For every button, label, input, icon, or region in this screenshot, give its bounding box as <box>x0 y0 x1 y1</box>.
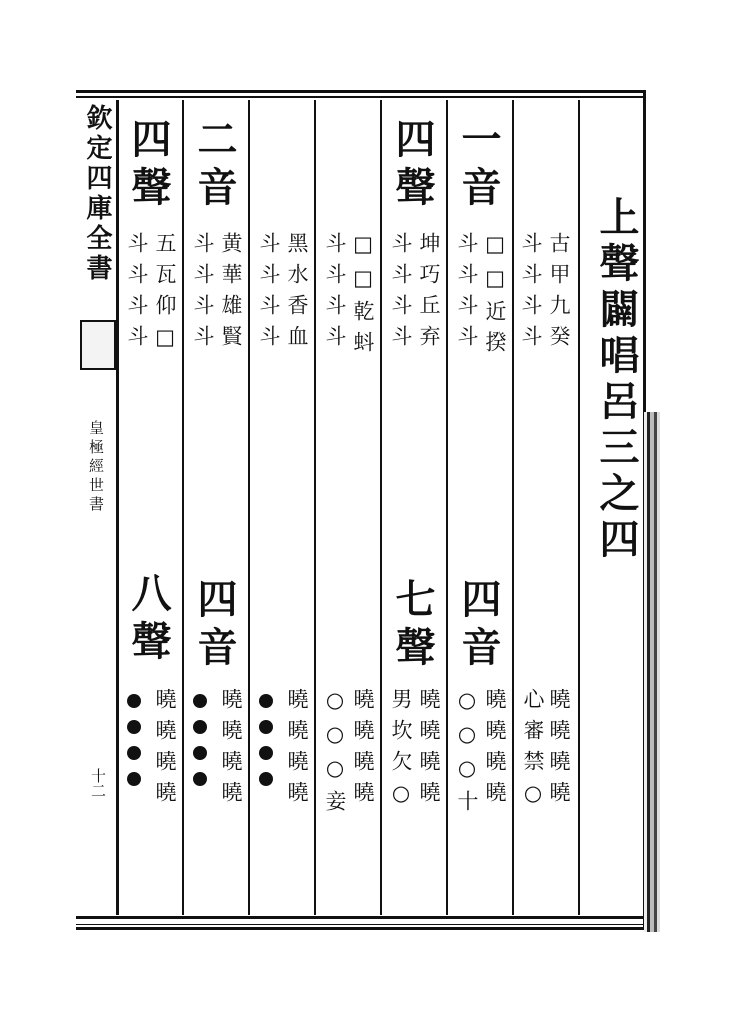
filled-circle-mark <box>193 694 207 708</box>
column-rule <box>512 100 514 915</box>
upper-col1b-chars: □□近揆 <box>483 232 507 362</box>
lower-head-siyin: 四音 <box>455 578 502 674</box>
filled-circle-mark <box>193 772 207 786</box>
filled-circle-mark <box>259 746 273 760</box>
upper-col5-dou: 斗斗斗斗 <box>191 232 215 356</box>
lower-col5-dots <box>259 694 273 786</box>
lower-col1-chars: 心審禁○ <box>521 688 545 815</box>
spine-divider <box>116 100 119 915</box>
filled-circle-mark <box>127 772 141 786</box>
column-rule <box>380 100 382 915</box>
column-rule <box>578 100 580 915</box>
filled-circle-mark <box>259 772 273 786</box>
upper-head-yiyin: 一音 <box>455 118 502 214</box>
upper-head-eryin: 二音 <box>191 118 238 214</box>
spine-title: 欽定四庫全書 <box>82 104 112 284</box>
spine-page-number: 十二 <box>89 768 107 798</box>
lower-col7-dots <box>127 694 141 786</box>
spine-book-title: 皇極經世書 <box>87 420 105 515</box>
upper-col4-chars: 黑水香血 <box>285 232 309 356</box>
column-rule <box>314 100 316 915</box>
upper-head-sisheng: 四聲 <box>389 118 436 214</box>
upper-col3-chars: □□乾蚪 <box>351 232 375 362</box>
filled-circle-mark <box>127 694 141 708</box>
upper-col6-chars: 五瓦仰□ <box>153 232 177 359</box>
upper-col1b-dou: 斗斗斗斗 <box>455 232 479 356</box>
lower-col1-xiao: 曉曉曉曉 <box>547 688 571 812</box>
filled-circle-mark <box>127 746 141 760</box>
spine-emblem <box>80 320 116 370</box>
upper-col6-dou: 斗斗斗斗 <box>125 232 149 356</box>
filled-circle-mark <box>193 746 207 760</box>
lower-head-basheng: 八聲 <box>125 572 172 668</box>
filled-circle-mark <box>193 720 207 734</box>
lower-col7-xiao: 曉曉曉曉 <box>153 688 177 812</box>
lower-head-siyin-2: 四音 <box>191 578 238 674</box>
column-rule <box>248 100 250 915</box>
upper-col2-chars: 坤巧丘弃 <box>417 232 441 356</box>
top-rule <box>76 96 646 98</box>
filled-circle-mark <box>127 720 141 734</box>
lower-col2-xiao: 曉曉曉曉 <box>483 688 507 812</box>
page-edge-strip <box>644 412 660 932</box>
lower-col3-xiao: 曉曉曉曉 <box>417 688 441 812</box>
lower-head-qisheng: 七聲 <box>389 578 436 674</box>
lower-col5-xiao: 曉曉曉曉 <box>285 688 309 812</box>
section-title: 上聲闢唱呂三之四 <box>593 196 640 564</box>
lower-col6-xiao: 曉曉曉曉 <box>219 688 243 812</box>
lower-col4-chars: ○○○妾 <box>323 688 347 821</box>
upper-col5-chars: 黄華雄賢 <box>219 232 243 356</box>
lower-col2-chars: ○○○十 <box>455 688 479 821</box>
upper-head-sisheng-2: 四聲 <box>125 118 172 214</box>
lower-col6-dots <box>193 694 207 786</box>
column-rule <box>182 100 184 915</box>
filled-circle-mark <box>259 720 273 734</box>
upper-col4-dou: 斗斗斗斗 <box>257 232 281 356</box>
bottom-rule <box>76 916 646 919</box>
column-rule <box>446 100 448 915</box>
upper-col3-dou: 斗斗斗斗 <box>323 232 347 356</box>
lower-col3-chars: 男坎欠○ <box>389 688 413 815</box>
filled-circle-mark <box>259 694 273 708</box>
upper-col1-dou: 斗斗斗斗 <box>519 232 543 356</box>
lower-col4-xiao: 曉曉曉曉 <box>351 688 375 812</box>
upper-col1-chars: 古甲九癸 <box>547 232 571 356</box>
upper-col2-dou: 斗斗斗斗 <box>389 232 413 356</box>
bottom-rule-thin <box>76 924 646 925</box>
